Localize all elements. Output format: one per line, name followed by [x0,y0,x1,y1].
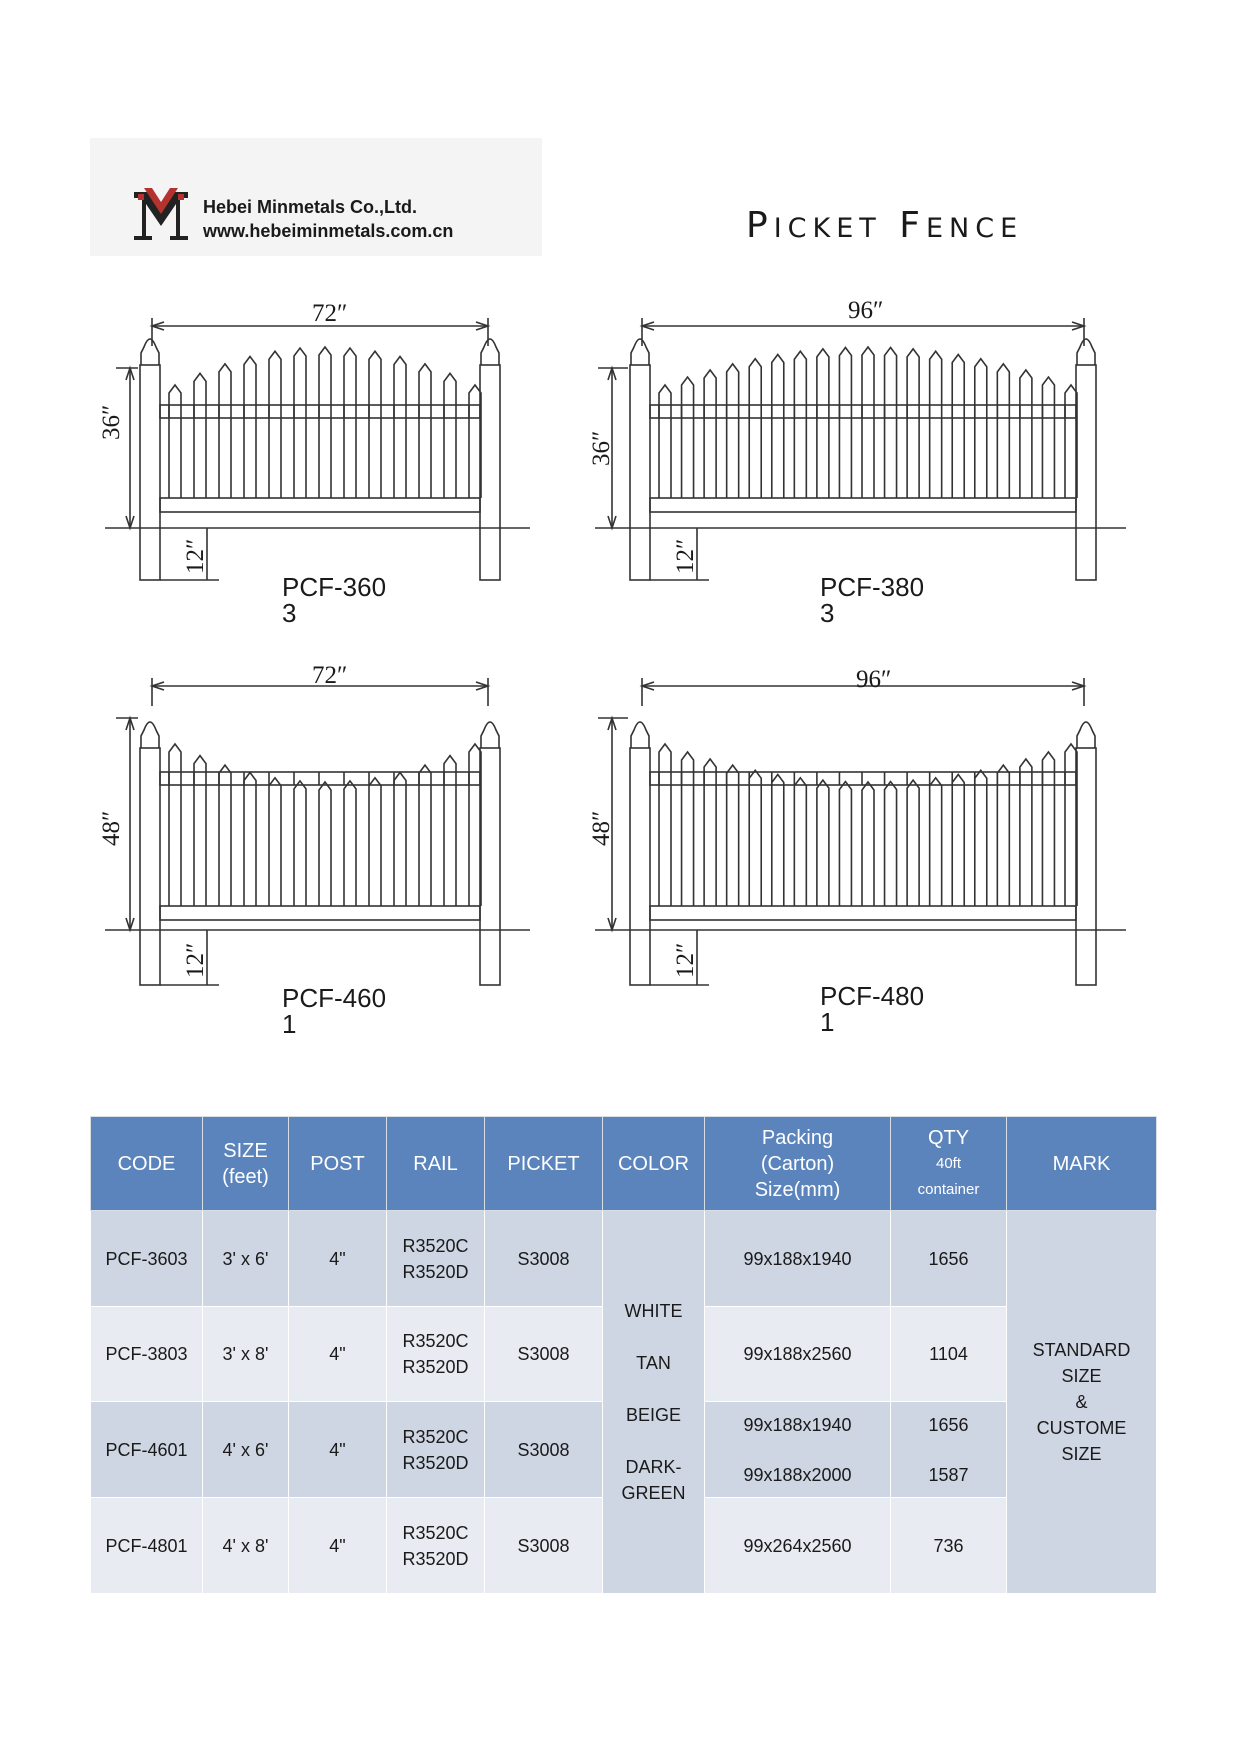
bottom-rail [650,906,1076,920]
cell-packing: 99x188x2560 [705,1307,891,1402]
cell-qty: 1656 [891,1211,1007,1307]
picket [269,778,281,906]
cell-rail [387,1498,485,1594]
post [630,365,650,580]
picket [1020,759,1032,906]
fence-drawing-pcf-360 [100,290,560,590]
header-qty [891,1117,1007,1211]
mark-line2: SIZE [1061,1366,1102,1386]
top-rail [160,405,480,418]
post-depth-label-pcf-360: 12″ [182,538,209,574]
rail-2: R3520D [402,1548,469,1569]
height-label-pcf-480: 48″ [588,810,615,846]
cell-size: 4' x 8' [203,1498,289,1594]
mark-line5: SIZE [1061,1444,1102,1464]
picket [727,765,739,906]
table-row [91,1211,1157,1307]
picket [885,347,897,498]
cell-post: 4" [289,1498,387,1594]
picket [975,770,987,906]
picket [952,774,964,906]
rail-2: R3520D [402,1261,469,1282]
page-title [746,205,1023,246]
post [480,365,500,580]
picket [394,773,406,907]
company-logo [130,186,192,242]
picket [817,349,829,498]
picket [839,782,851,906]
header-packing-line3: Size(mm) [754,1178,841,1201]
picket [244,357,256,499]
title-rest-ence: ENCE [925,213,1024,244]
rail-1: R3520C [402,1331,469,1351]
model-code: PCF-380 [820,572,925,602]
width-label-pcf-460: 72″ [312,662,348,689]
header-code: CODE [91,1117,203,1211]
picket [444,373,456,498]
picket [975,359,987,498]
drawing-group [595,678,1126,985]
picket [194,373,206,498]
post-cap [631,339,649,365]
rail-1: R3520C [402,1426,469,1447]
width-label-pcf-360: 72″ [312,300,348,327]
picket [839,347,851,498]
color-tan: TAN [636,1353,671,1373]
picket [749,359,761,498]
post-cap [141,722,159,748]
model-code-pcf-380 [820,574,924,626]
picket [659,744,671,906]
picket [682,377,694,498]
header-post: POST [289,1117,387,1211]
top-rail [650,772,1076,785]
post [140,365,160,580]
picket [1020,370,1032,498]
drawing-group [105,318,530,580]
header-qty-line2: 40ft [935,1154,962,1172]
picket [659,385,671,498]
picket [369,778,381,906]
title-cap-p: P [746,205,774,246]
header-mark: MARK [1007,1117,1157,1211]
cell-post: 4" [289,1307,387,1402]
picket [1042,377,1054,498]
picket [344,781,356,906]
picket [997,765,1009,906]
post-cap [481,339,499,365]
post-cap [1077,722,1095,748]
picket [997,364,1009,498]
header-packing-line2: (Carton) [760,1152,835,1175]
picket [749,770,761,906]
model-code-pcf-360 [282,574,386,626]
cell-qty: 736 [891,1498,1007,1594]
model-suffix: 3 [820,598,835,628]
header-size-line2: (feet) [222,1165,269,1188]
fence-drawing-pcf-480 [570,680,1140,1000]
cell-picket: S3008 [485,1307,603,1402]
header-size [203,1117,289,1211]
company-website: www.hebeiminmetals.com.cn [203,221,454,241]
cell-picket: S3008 [485,1402,603,1498]
picket [682,752,694,906]
rail-2: R3520D [402,1452,469,1473]
model-suffix: 3 [282,598,297,628]
picket [930,778,942,906]
post [1076,365,1096,580]
qty-b: 1587 [928,1464,969,1485]
title-rest-icket: ICKET [773,213,882,244]
post [630,748,650,985]
picket [907,780,919,906]
picket [319,782,331,906]
rail-1: R3520C [402,1235,469,1256]
bottom-rail [650,498,1076,512]
picket [727,364,739,498]
height-label-pcf-360: 36″ [98,404,125,440]
rail-1: R3520C [402,1522,469,1543]
picket [269,351,281,498]
cell-post: 4" [289,1211,387,1307]
model-code: PCF-360 [282,572,387,602]
picket [294,781,306,906]
top-rail [650,405,1076,418]
picket [169,385,181,498]
model-suffix: 1 [820,1007,835,1037]
cell-size: 3' x 6' [203,1211,289,1307]
cell-rail [387,1211,485,1307]
spec-table [90,1116,1157,1594]
mark-line4: CUSTOME [1036,1418,1127,1438]
picket [394,357,406,499]
color-white: WHITE [624,1301,683,1321]
header-rail: RAIL [387,1117,485,1211]
cell-picket: S3008 [485,1211,603,1307]
cell-picket: S3008 [485,1498,603,1594]
cell-color [603,1211,705,1594]
fence-drawing-pcf-380 [570,290,1140,590]
picket [772,355,784,498]
picket [1042,752,1054,906]
post-cap [631,722,649,748]
picket [1065,385,1077,498]
top-rail [160,772,480,785]
model-code: PCF-480 [820,981,925,1011]
header-qty-line1: QTY [927,1126,970,1149]
post [1076,748,1096,985]
cell-packing: 99x188x1940 [705,1211,891,1307]
post [140,748,160,985]
packing-a: 99x188x1940 [743,1414,852,1435]
picket [244,773,256,907]
picket [794,778,806,906]
post-cap [141,339,159,365]
post-cap [1077,339,1095,365]
picket [885,782,897,906]
model-code: PCF-460 [282,983,387,1013]
picket [169,744,181,906]
model-code-pcf-480 [820,983,924,1035]
cell-size: 4' x 6' [203,1402,289,1498]
height-label-pcf-380: 36″ [588,430,615,466]
picket [219,765,231,906]
table-header-row [91,1117,1157,1211]
model-suffix: 1 [282,1009,297,1039]
picket [704,370,716,498]
header-size-line1: SIZE [223,1139,268,1162]
bottom-rail [160,906,480,920]
cell-code: PCF-3603 [91,1211,203,1307]
picket [219,364,231,498]
title-cap-f: F [899,205,926,246]
cell-code: PCF-4801 [91,1498,203,1594]
width-label-pcf-480: 96″ [856,666,892,693]
color-beige: BEIGE [625,1405,682,1425]
width-label-pcf-380: 96″ [848,297,884,324]
packing-b: 99x188x2000 [743,1464,852,1485]
picket [862,782,874,906]
picket [907,349,919,498]
cell-post: 4" [289,1402,387,1498]
post-depth-label-pcf-480: 12″ [672,942,699,978]
drawing-group [105,678,530,985]
post-cap [481,722,499,748]
cell-size: 3' x 8' [203,1307,289,1402]
header-color: COLOR [603,1117,705,1211]
mark-line1: STANDARD [1032,1340,1131,1360]
mark-line3: & [1075,1392,1088,1412]
picket [817,780,829,906]
bottom-rail [160,498,480,512]
cell-packing: 99x264x2560 [705,1498,891,1594]
cell-rail [387,1402,485,1498]
picket [419,765,431,906]
cell-packing [705,1402,891,1498]
rail-2: R3520D [402,1357,469,1377]
picket [952,355,964,498]
header-packing [705,1117,891,1211]
picket [444,756,456,906]
post-depth-label-pcf-460: 12″ [182,942,209,978]
color-dark: DARK- [625,1457,682,1477]
cell-code: PCF-3803 [91,1307,203,1402]
picket [1065,744,1077,906]
picket [319,347,331,498]
qty-a: 1656 [928,1414,969,1435]
fence-drawing-pcf-460 [100,680,560,1000]
picket [704,759,716,906]
cell-qty: 1104 [891,1307,1007,1402]
header-qty-line3: container [917,1180,980,1198]
post-depth-label-pcf-380: 12″ [672,538,699,574]
cell-qty [891,1402,1007,1498]
cell-mark [1007,1211,1157,1594]
cell-rail [387,1307,485,1402]
company-name: Hebei Minmetals Co.,Ltd. [203,197,418,217]
picket [862,347,874,498]
picket [419,364,431,498]
cell-code: PCF-4601 [91,1402,203,1498]
picket [369,351,381,498]
picket [930,351,942,498]
height-label-pcf-460: 48″ [98,810,125,846]
picket [794,351,806,498]
header-picket: PICKET [485,1117,603,1211]
model-code-pcf-460 [282,985,386,1037]
color-green: GREEN [621,1483,686,1503]
post [480,748,500,985]
picket [194,756,206,906]
picket [294,348,306,498]
picket [772,774,784,906]
picket [344,348,356,498]
header-packing-line1: Packing [761,1126,834,1149]
